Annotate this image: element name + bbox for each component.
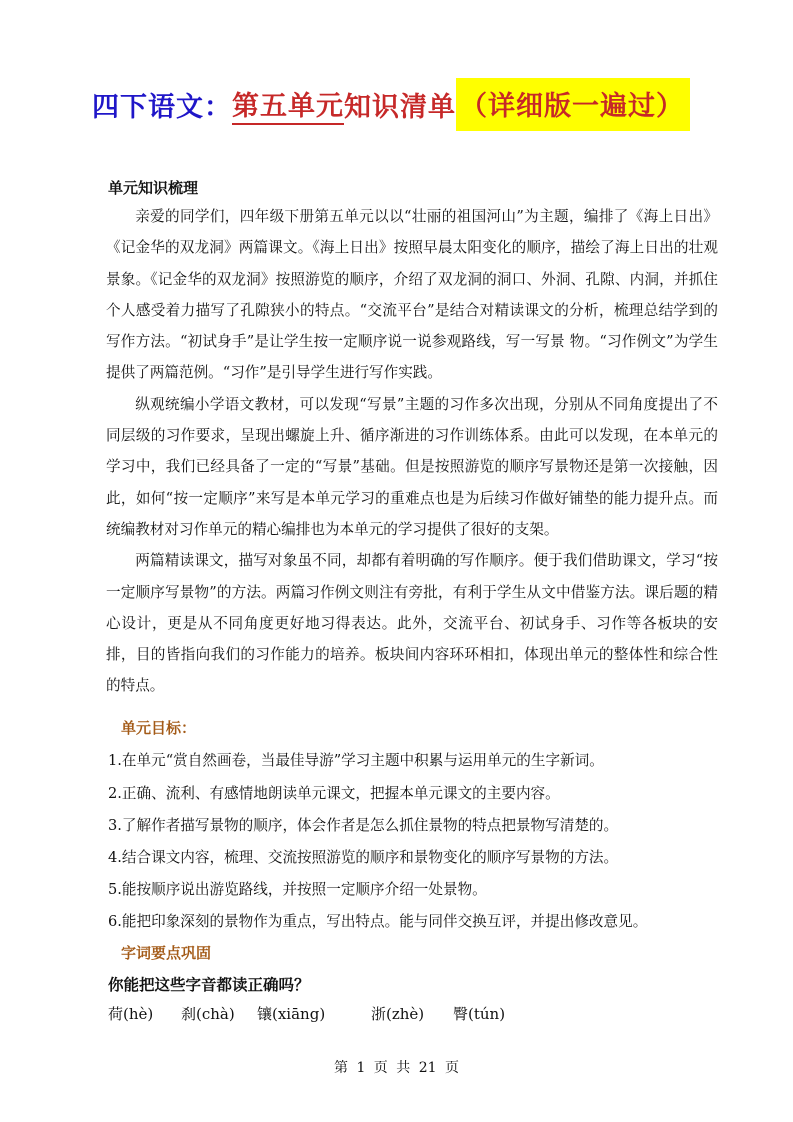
pinyin-item: 浙(zhè)	[371, 1005, 425, 1023]
goal-item: 6.能把印象深刻的景物作为重点，写出特点。能与同伴交换互评，并提出修改意见。	[108, 913, 648, 930]
title-highlight: （详细版一遍过）	[456, 78, 690, 131]
paragraph-2: 纵观统编小学语文教材，可以发现“写景”主题的习作多次出现，分别从不同角度提出了不同层级的习作要求，呈现出螺旋上升、循序渐进的习作训练体系。由此可以发现，在本单元的学习中，我们已经具备了一定的“写景”基础。但是按照游览的顺序写景物还是第一次接触，因此，如何“按一定顺序”来写是本单元学习的重难点也是为后续习作做好铺垫的能力提升点。而统编教材对习作单元的精心编排也为本单元的学习提供了很好的支架。	[106, 395, 718, 538]
goal-item: 2.正确、流利、有感情地朗读单元课文，把握本单元课文的主要内容。	[108, 785, 560, 802]
page-footer: 第 1 页 共 21 页	[334, 1060, 459, 1076]
document-title	[92, 78, 690, 130]
words-heading: 字词要点巩固	[121, 944, 212, 962]
pinyin-item: 荷(hè)	[108, 1005, 154, 1023]
pronunciation-question: 你能把这些字音都读正确吗？	[108, 976, 310, 994]
goal-item: 3.了解作者描写景物的顺序，体会作者是怎么抓住景物的特点把景物写清楚的。	[108, 817, 619, 834]
pinyin-list	[108, 1003, 505, 1024]
pinyin-item: 臀(tún)	[453, 1005, 506, 1023]
goal-item: 5.能按顺序说出游览路线，并按照一定顺序介绍一处景物。	[108, 881, 487, 898]
intro-body	[106, 201, 718, 702]
title-knowledge-list: 知识清单	[344, 91, 456, 123]
paragraph-3: 两篇精读课文，描写对象虽不同，却都有着明确的写作顺序。便于我们借助课文，学习“按一定顺序写景物”的方法。两篇习作例文则注有旁批，有利于学生从文中借鉴方法。课后题的精心设计，更是从不同角度更好地习得表达。此外，交流平台、初试身手、习作等各板块的安排，目的皆指向我们的习作能力的培养。板块间内容环环相扣，体现出单元的整体性和综合性的特点。	[106, 552, 718, 695]
title-grade-subject: 四下语文：	[92, 91, 232, 123]
goals-heading: 单元目标：	[121, 719, 197, 737]
pinyin-item: 刹(chà)	[181, 1005, 235, 1023]
title-unit: 第五单元	[232, 84, 344, 125]
pinyin-item: 镶(xiāng)	[257, 1005, 326, 1023]
goal-item: 1.在单元“赏自然画卷，当最佳导游”学习主题中积累与运用单元的生字新词。	[108, 752, 604, 769]
paragraph-1: 亲爱的同学们，四年级下册第五单元以以“壮丽的祖国河山”为主题，编排了《海上日出》《记金华的双龙洞》两篇课文。《海上日出》按照早晨太阳变化的顺序，描绘了海上日出的壮观景象。《记金华的双龙洞》按照游览的顺序，介绍了双龙洞的洞口、外洞、孔隙、内洞，并抓住个人感受着力描写了孔隙狭小的特点。“交流平台”是结合对精读课文的分析，梳理总结学到的写作方法。“初试身手”是让学生按一定顺序说一说参观路线，写一写景 物。“习作例文”为学生提供了两篇范例。“习作”是引导学生进行写作实践。	[106, 208, 718, 382]
goal-item: 4.结合课文内容，梳理、交流按照游览的顺序和景物变化的顺序写景物的方法。	[108, 849, 619, 866]
review-heading: 单元知识梳理	[108, 179, 199, 197]
